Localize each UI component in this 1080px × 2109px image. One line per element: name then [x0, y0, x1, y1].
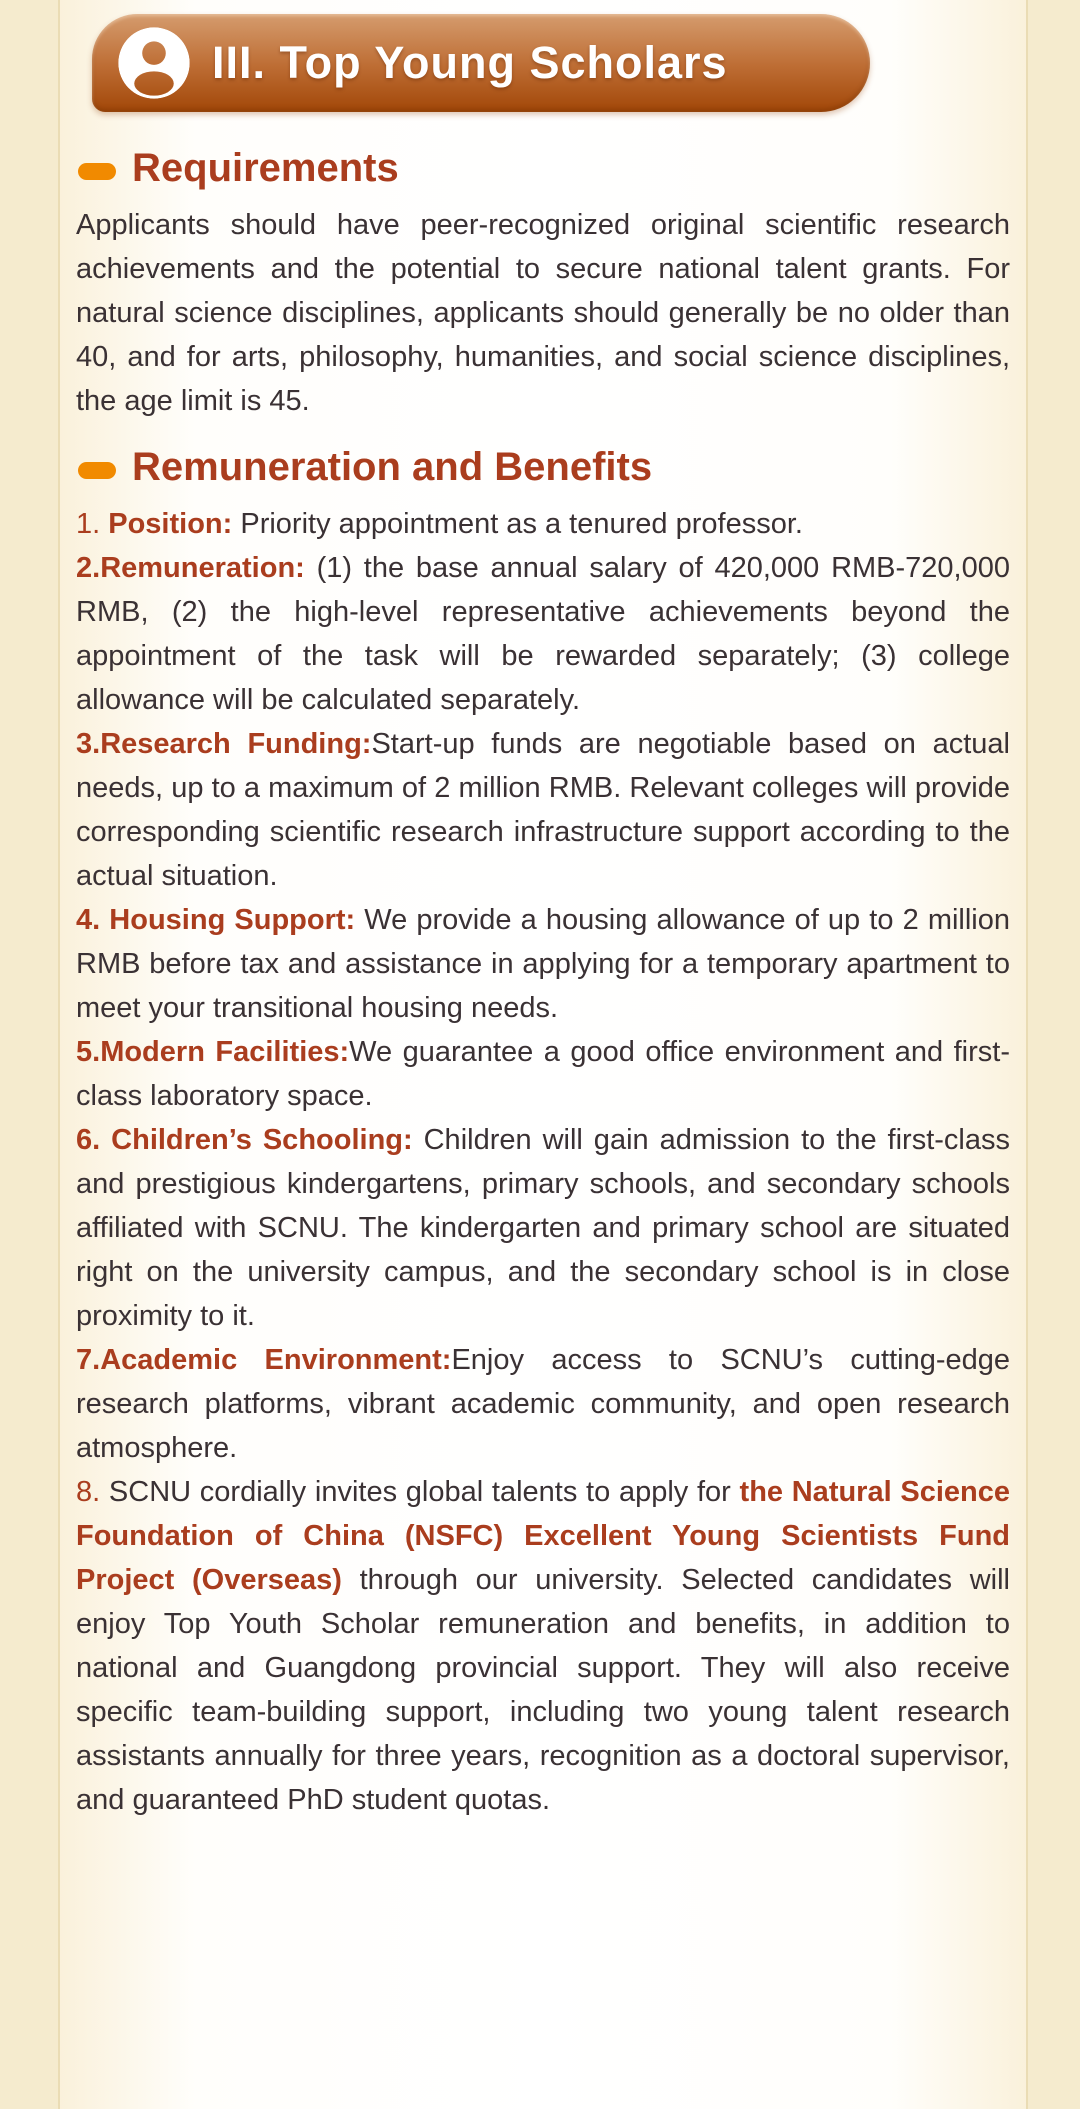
item-label: Position:: [108, 508, 233, 540]
item-text: Start-up funds are negotiable based on actual needs, up to a maximum of 2 million RMB. Relevant colleges will provide corresponding scientific research infrastructure support according to the actual situation.: [76, 728, 1010, 892]
item-text: Children will gain admission to the first-class and prestigious kindergartens, primary schools, and secondary schools affiliated with SCNU. The kindergarten and primary school are situated right on the university campus, and the secondary school is in close proximity to it.: [76, 1124, 1010, 1332]
banner-title: III. Top Young Scholars: [212, 37, 728, 88]
item-label: Modern Facilities:: [100, 1036, 350, 1068]
requirements-paragraph: Applicants should have peer-recognized original scientific research achievements and the potential to secure national talent grants. For natural science disciplines, applicants should generally be no older than 40, and for arts, philosophy, humanities, and social science disciplines, the age limit is 45.: [76, 209, 1010, 417]
item-text: (1) the base annual salary of 420,000 RMB-720,000 RMB, (2) the high-level representative achievements beyond the appointment of the task will be rewarded separately; (3) college allowance will be calculated separately.: [76, 552, 1010, 716]
requirements-section: [76, 146, 1010, 423]
benefit-item-academic-environment: [76, 1338, 1010, 1470]
benefits-section: [76, 445, 1010, 1822]
item-number: 2.: [76, 552, 101, 584]
benefit-item-nsfc-invitation: [76, 1470, 1010, 1822]
benefit-item-modern-facilities: [76, 1030, 1010, 1118]
item-label: Children’s Schooling:: [111, 1124, 413, 1156]
item-text: Priority appointment as a tenured professor.: [232, 508, 803, 540]
dash-bullet-icon: [78, 462, 116, 479]
item-label: Remuneration:: [100, 552, 305, 584]
requirements-heading: [78, 146, 1010, 191]
nsfc-program-highlight: the Natural Science Foundation of China (NSFC) Excellent Young Scientists Fund Project (Overseas): [76, 1476, 1010, 1596]
requirements-heading-label: Requirements: [132, 146, 399, 190]
benefit-item-research-funding: [76, 722, 1010, 898]
item-label: Housing Support:: [109, 904, 356, 936]
benefits-heading: [78, 445, 1010, 490]
benefit-item-remuneration: [76, 546, 1010, 722]
item-label: Research Funding:: [100, 728, 372, 760]
item-text-pre: SCNU cordially invites global talents to apply for: [108, 1476, 740, 1508]
item-text: We guarantee a good office environment and first-class laboratory space.: [76, 1036, 1010, 1112]
item-number: 4.: [76, 904, 110, 936]
item-number: 1.: [76, 508, 109, 540]
item-label: Academic Environment:: [100, 1344, 452, 1376]
item-number: 5.: [76, 1036, 101, 1068]
item-text-post: through our university. Selected candidates will enjoy Top Youth Scholar remuneration and benefits, in addition to national and Guangdong provincial support. They will also receive specific team-building support, including two young talent research assistants annually for three years, recognition as a doctoral supervisor, and guaranteed PhD student quotas.: [76, 1564, 1010, 1816]
section-header-banner: [92, 14, 870, 112]
dash-bullet-icon: [78, 163, 116, 180]
benefit-item-childrens-schooling: [76, 1118, 1010, 1338]
person-icon: [116, 25, 192, 101]
benefit-item-housing-support: [76, 898, 1010, 1030]
item-text: We provide a housing allowance of up to 2 million RMB before tax and assistance in applying for a temporary apartment to meet your transitional housing needs.: [76, 904, 1010, 1024]
item-number: 6.: [76, 1124, 112, 1156]
item-number: 8.: [76, 1476, 109, 1508]
content-panel: [58, 0, 1028, 2109]
item-number: 7.: [76, 1344, 101, 1376]
benefits-heading-label: Remuneration and Benefits: [132, 445, 653, 489]
item-text: Enjoy access to SCNU’s cutting-edge research platforms, vibrant academic community, and open research atmosphere.: [76, 1344, 1010, 1464]
benefit-item-position: [76, 502, 1010, 546]
item-number: 3.: [76, 728, 101, 760]
